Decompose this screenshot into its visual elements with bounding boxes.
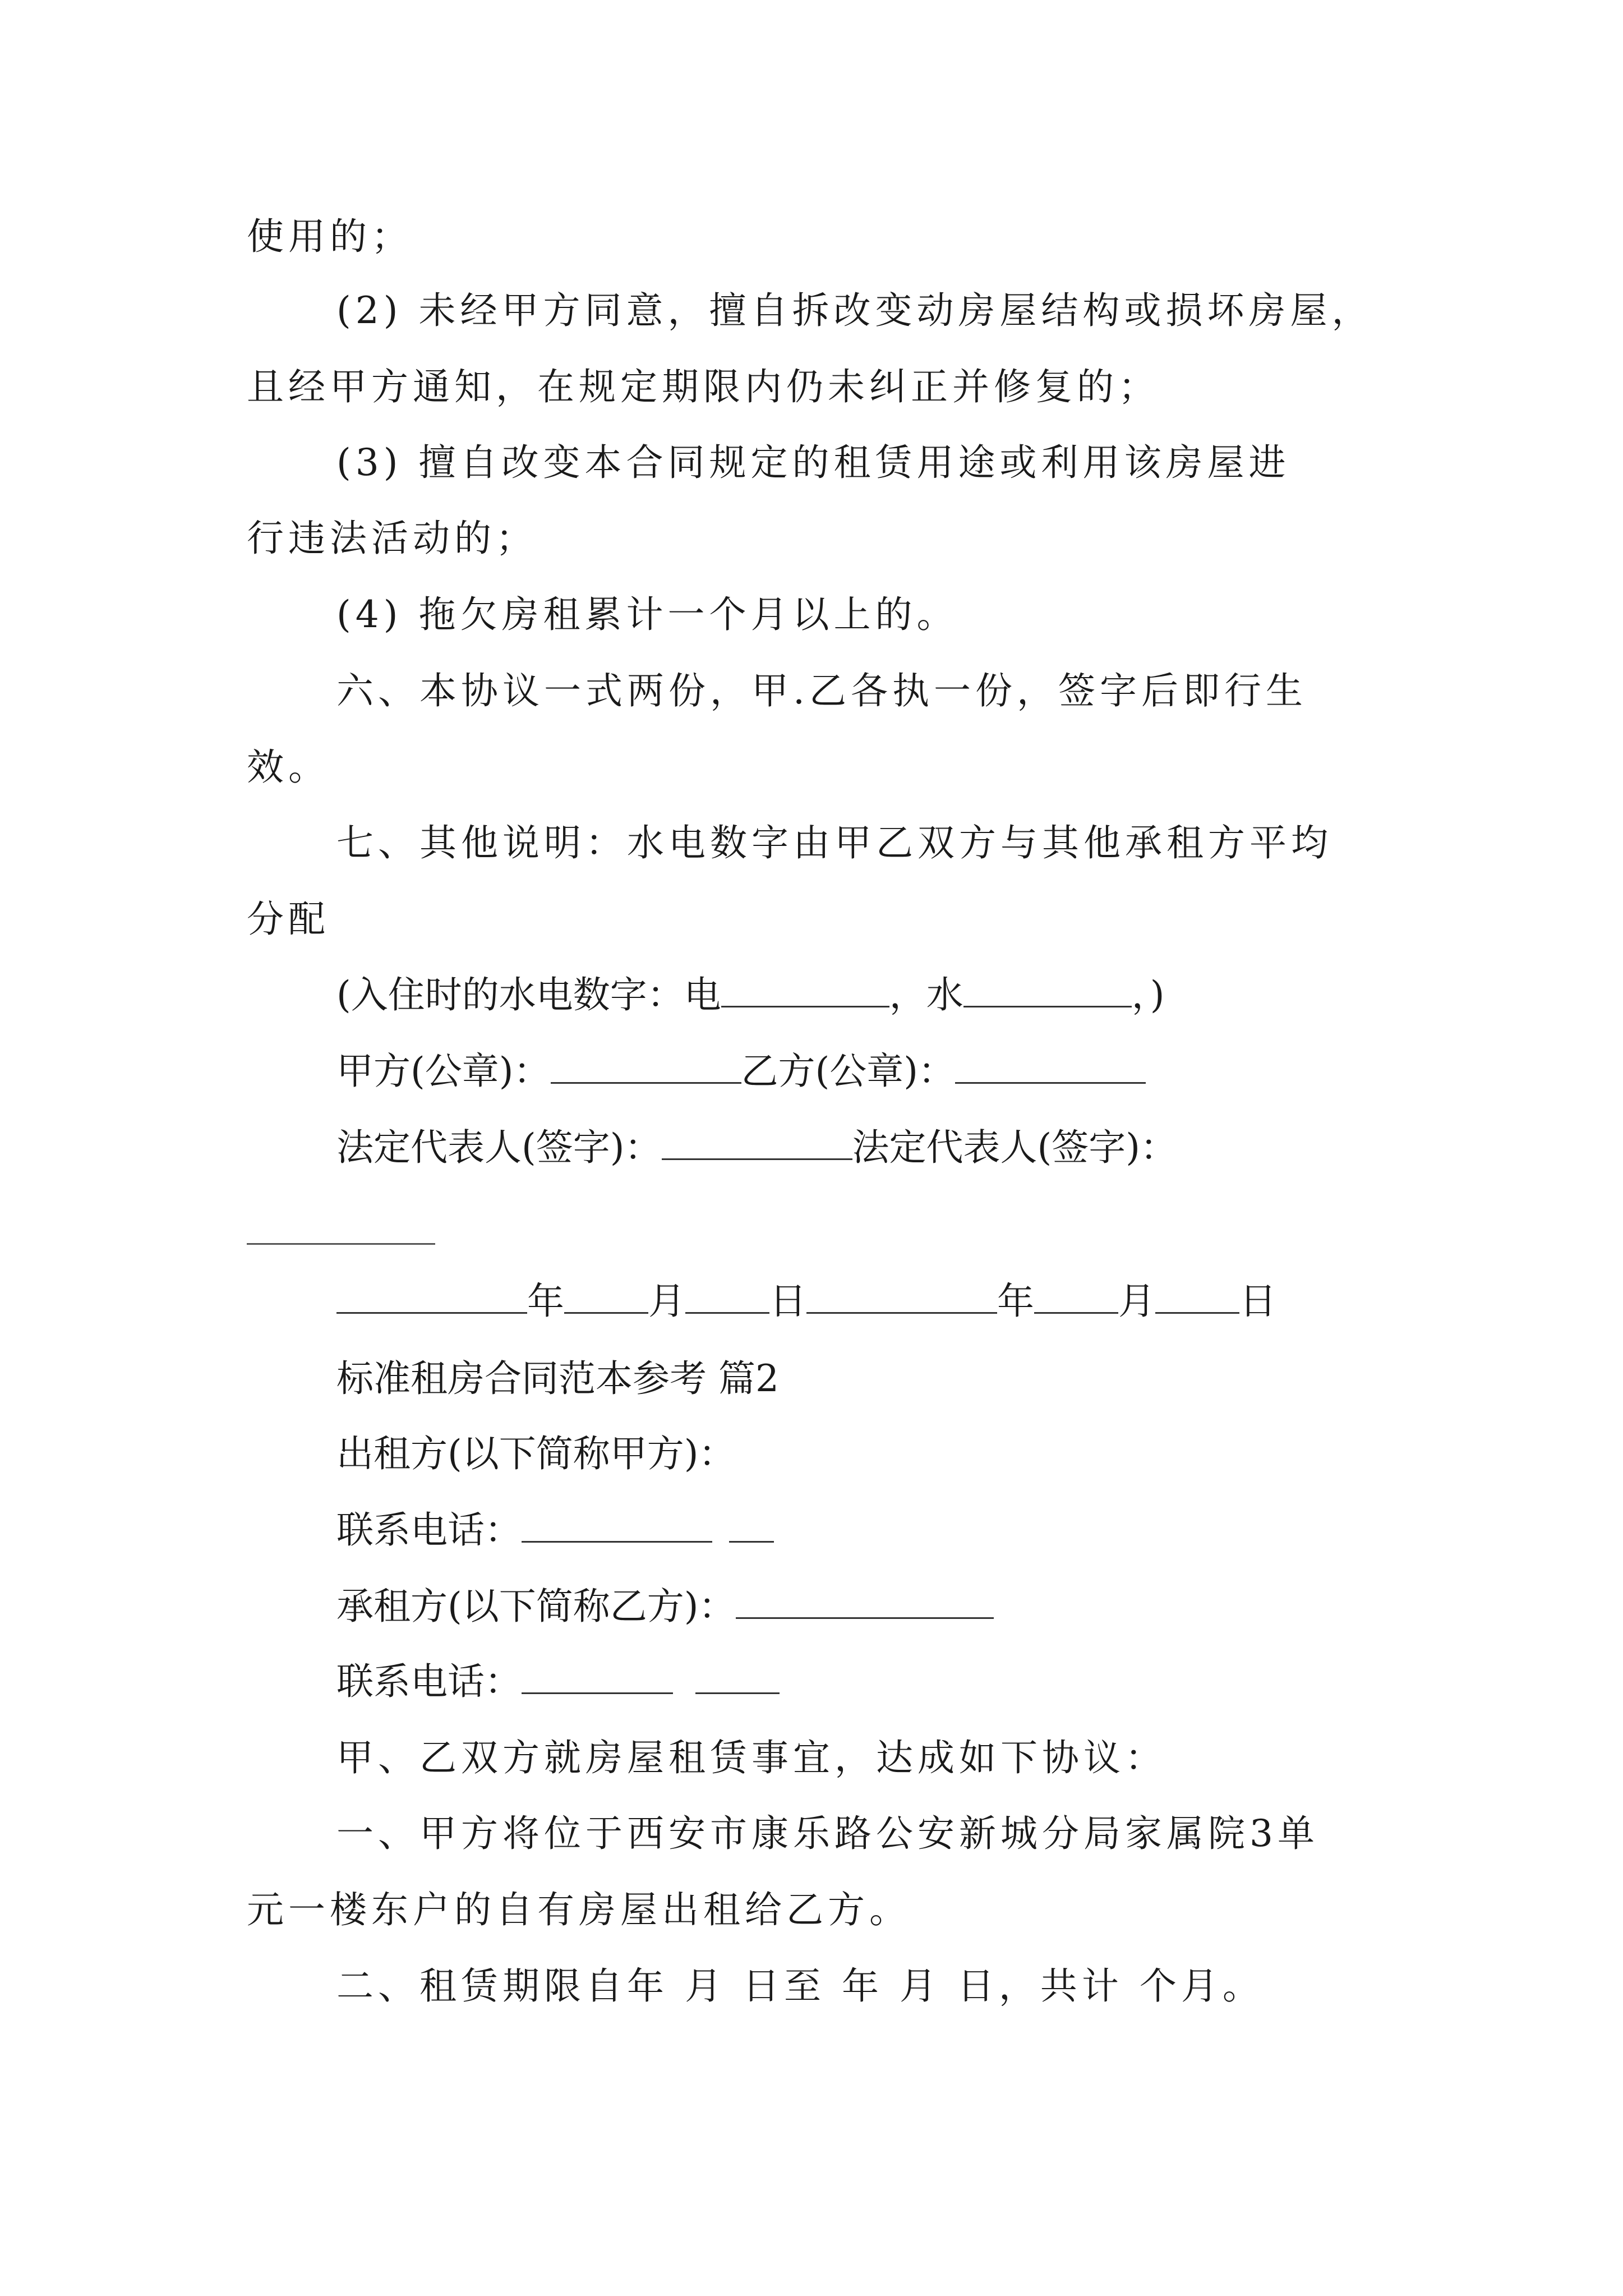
paragraph-line: 效。 — [247, 746, 330, 789]
legal-rep-label: 法定代表人(签字)： — [852, 1126, 1177, 1169]
month-label: 月 — [1118, 1280, 1155, 1323]
paragraph-line: 一、甲方将位于西安市康乐路公安新城分局家属院3单 — [336, 1812, 1319, 1855]
meter-suffix: ，) — [1131, 973, 1165, 1016]
legal-representative-line — [336, 1125, 1177, 1170]
month-blank — [564, 1281, 648, 1314]
paragraph-line: 使用的； — [247, 215, 413, 258]
paragraph-line: (3) 擅自改变本合同规定的租赁用途或利用该房屋进 — [336, 441, 1290, 484]
paragraph-line: 元一楼东户的自有房屋出租给乙方。 — [247, 1888, 911, 1931]
lessee-blank — [736, 1586, 994, 1619]
paragraph-line: 二、租赁期限自年 月 日至 年 月 日，共计 个月。 — [336, 1964, 1264, 2008]
paragraph-line: 分配 — [247, 898, 330, 941]
legal-rep-blank — [662, 1127, 852, 1160]
phone-blank — [522, 1661, 673, 1694]
electricity-blank — [721, 974, 889, 1007]
water-blank — [963, 974, 1132, 1007]
party-b-seal-label: 乙方(公章)： — [741, 1050, 955, 1093]
phone-label: 联系电话： — [336, 1508, 522, 1552]
day-blank — [1155, 1281, 1239, 1314]
phone-label: 联系电话： — [336, 1660, 522, 1703]
year-label: 年 — [527, 1280, 564, 1323]
lessee-phone-line — [336, 1659, 780, 1704]
day-blank — [685, 1281, 769, 1314]
agreement-intro: 甲、乙双方就房屋租赁事宜，达成如下协议： — [336, 1736, 1166, 1779]
legal-rep-label: 法定代表人(签字)： — [336, 1126, 662, 1169]
lessee-label: 承租方(以下简称乙方)： — [336, 1585, 736, 1628]
paragraph-line: (4) 拖欠房租累计一个月以上的。 — [336, 593, 958, 636]
lessor-phone-line — [336, 1508, 774, 1553]
month-blank — [1034, 1281, 1118, 1314]
lessee-line — [336, 1584, 994, 1629]
lessor-line: 出租方(以下简称甲方)： — [336, 1432, 736, 1475]
paragraph-line: (2) 未经甲方同意，擅自拆改变动房屋结构或损坏房屋， — [336, 289, 1373, 332]
section-title: 标准租房合同范本参考 篇2 — [336, 1357, 779, 1400]
day-label: 日 — [769, 1280, 806, 1323]
party-a-seal-label: 甲方(公章)： — [336, 1050, 551, 1093]
phone-blank — [522, 1510, 712, 1543]
paragraph-line: 七、其他说明：水电数字由甲乙双方与其他承租方平均 — [336, 821, 1332, 864]
year-label: 年 — [997, 1280, 1034, 1323]
date-line — [336, 1279, 1276, 1324]
party-a-seal-blank — [551, 1051, 741, 1084]
day-label: 日 — [1239, 1280, 1276, 1323]
month-label: 月 — [648, 1280, 685, 1323]
paragraph-line: 且经甲方通知，在规定期限内仍未纠正并修复的； — [247, 365, 1160, 408]
meter-reading-line — [336, 973, 1165, 1018]
meter-mid: ，水 — [889, 973, 963, 1016]
year-blank — [806, 1281, 997, 1314]
signature-continuation-blank — [247, 1243, 435, 1245]
year-blank — [336, 1281, 527, 1314]
phone-blank — [695, 1661, 780, 1694]
paragraph-line: 行违法活动的； — [247, 517, 537, 560]
party-b-seal-blank — [955, 1051, 1146, 1084]
phone-blank — [729, 1510, 774, 1543]
meter-prefix: (入住时的水电数字：电 — [336, 973, 721, 1016]
seal-line — [336, 1049, 1146, 1094]
paragraph-line: 六、本协议一式两份，甲.乙各执一份，签字后即行生 — [336, 669, 1307, 712]
